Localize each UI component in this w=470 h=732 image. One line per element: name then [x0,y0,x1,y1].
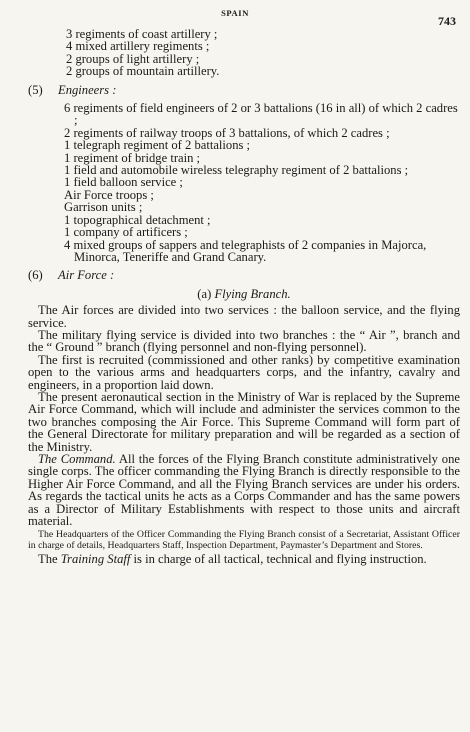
paragraph-lead: The Command. [38,452,116,466]
paragraph [28,453,460,527]
running-head: SPAIN [221,8,249,18]
section-title: Engineers : [58,82,117,97]
page-number: 743 [438,14,456,28]
page-content [28,28,460,565]
paragraph: The military flying service is divided into two branches : the “ Air ”, branch and the “ Ground ” branch (flying personnel and non-flying personnel). [28,327,460,355]
list-item: 1 field and automobile wireless telegraphy regiment of 2 battalions ; [64,163,409,178]
list-item: 4 mixed groups of sappers and telegraphists of 2 companies in Majorca, Minorca, Teneriffe and Grand Canary. [64,237,427,264]
paragraph-text: All the forces of the Flying Branch constitute administratively one single corps. The officer commanding the Flying Branch is directly responsible to the Higher Air Force Command, and all the Flying Branch services are under his orders. As regards the tactical units he acts as a Corps Commander and has the same powers as a Director of Military Establishments with respect to those units and aircraft material. [28,452,460,529]
paragraph [28,553,460,565]
paragraph: The present aeronautical section in the Ministry of War is replaced by the Supreme Air Force Command, which will include and administer the services common to the two branches composing the Air Force. This Supreme Command will form part of the General Directorate for military preparation and will be regarded as a section of the Ministry. [28,389,460,454]
list-item: 1 telegraph regiment of 2 battalions ; [64,138,251,153]
list-item: 1 regiment of bridge train ; [64,150,201,165]
subsection-title: Flying Branch. [214,286,291,301]
paragraph: The Air forces are divided into two services : the balloon service, and the flying service. [28,303,460,330]
footnote-paragraph: The Headquarters of the Officer Commanding the Flying Branch consist of a Secretariat, Assistant Officer in charge of details, Headquarters Staff, Inspection Department, Paymaster’s Department and Stores. [28,529,460,551]
list-item: 6 regiments of field engineers of 2 or 3 battalions (16 in all) of which 2 cadres ; [64,101,458,128]
list-item: 2 groups of mountain artillery. [66,64,220,79]
list-item: Garrison units ; [64,200,143,215]
list-item: 2 regiments of railway troops of 3 battalions, of which 2 cadres ; [64,125,390,140]
section-heading-engineers [28,84,460,96]
section-heading-air-force [28,269,460,281]
list-item: 3 regiments of coast artillery ; [66,27,218,41]
paragraph-emphasis: Training Staff [60,551,131,566]
paragraph: The first is recruited (commissioned and other ranks) by competitive examination open to the various arms and headquarters corps, and the infantry, cavalry and engineers, in a proportion laid down. [28,352,460,392]
list-item: 1 field balloon service ; [64,175,183,190]
paragraph-text: The [38,551,61,566]
list-item: 1 company of artificers ; [64,225,188,240]
paragraph-text: is in charge of all tactical, technical and flying instruction. [130,551,427,566]
section-title: Air Force : [58,268,115,283]
section-number: (5) [28,82,43,97]
subsection-letter: (a) [197,286,212,301]
list-item: 1 topographical detachment ; [64,212,211,227]
list-item: Air Force troops ; [64,187,154,202]
artillery-list [28,28,460,78]
list-item: 4 mixed artillery regiments ; [66,39,210,54]
section-number: (6) [28,268,43,283]
list-item: 2 groups of light artillery ; [66,51,200,66]
engineers-list [28,102,460,263]
subsection-heading [28,288,460,300]
